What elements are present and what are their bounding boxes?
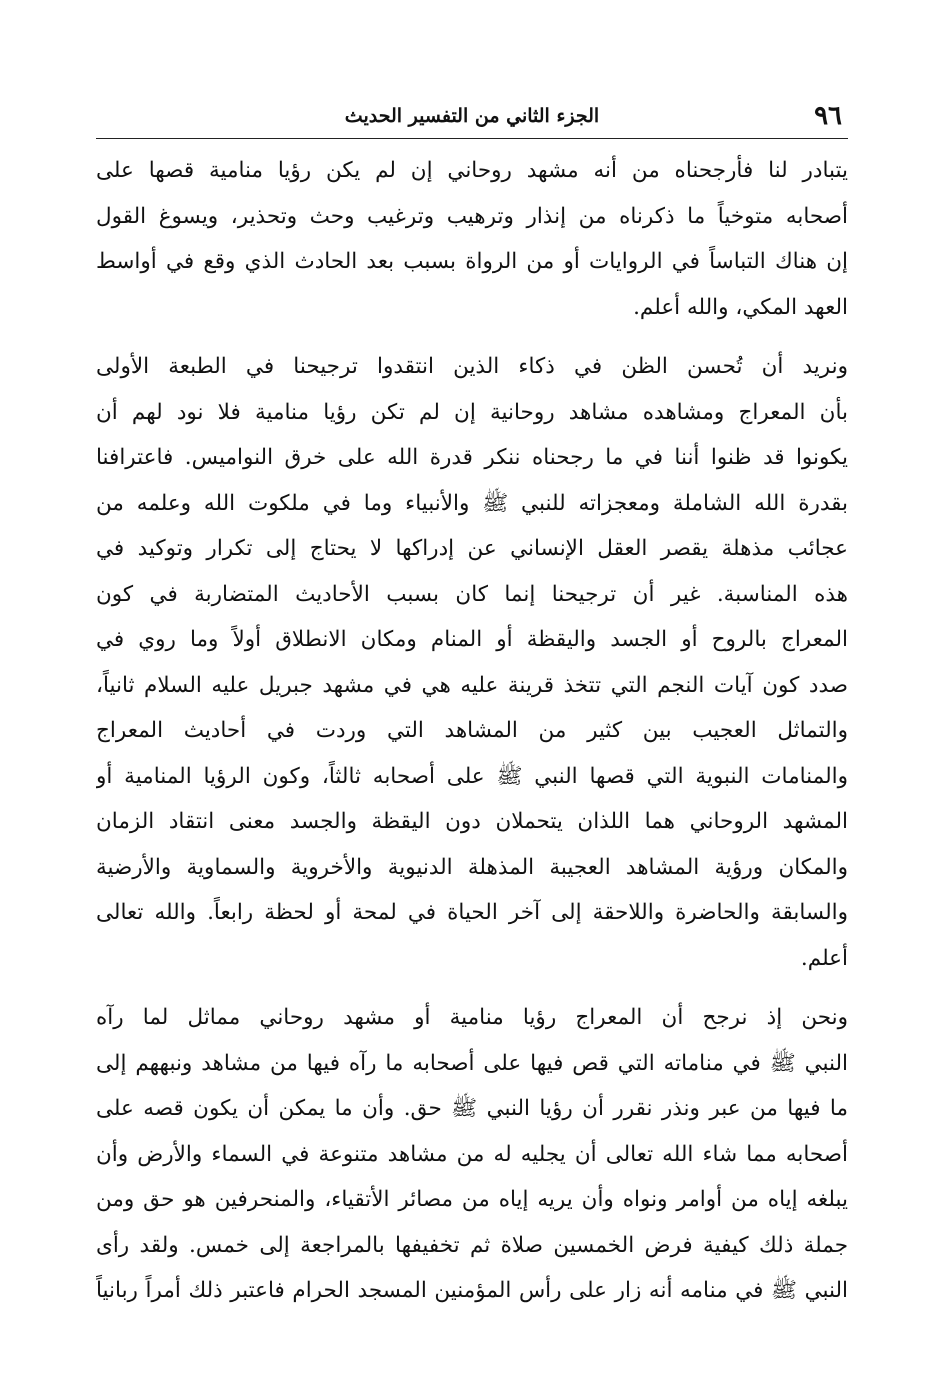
text-line: والمنامات النبوية التي قصها النبي ﷺ على أصحابه ثالثاً، وكون الرؤيا المنامية أو — [96, 763, 848, 789]
text-line: ونريد أن تُحسن الظن في ذكاء الذين انتقدوا ترجيحنا في الطبعة الأولى — [96, 354, 848, 379]
text-line: جملة ذلك كيفية فرض الخمسين صلاة ثم تخفيفها بالمراجعة إلى خمس. ولقد رأى — [96, 1232, 848, 1258]
paragraph-gap — [96, 981, 848, 995]
text-line: إن هناك التباساً في الروايات أو من الرواة بسبب بعد الحادث الذي وقع في أواسط — [96, 249, 848, 274]
paragraph-1 — [96, 148, 848, 330]
header-divider — [96, 138, 848, 139]
text-line: النبي ﷺ في مناماته التي قص فيها على أصحابه ما رآه فيها من مشاهد ونبههم إلى — [96, 1050, 848, 1076]
text-line: والسابقة والحاضرة واللاحقة إلى آخر الحياة في لمحة أو لحظة رابعاً. والله تعالى — [96, 900, 848, 925]
paragraph-gap — [96, 330, 848, 344]
text-line: ونحن إذ نرجح أن المعراج رؤيا منامية أو مشهد روحاني مماثل لما رآه — [96, 1005, 848, 1030]
text-line: أعلم. — [800, 945, 848, 971]
text-line: المشهد الروحاني هما اللذان يتحملان دون اليقظة والجسد معنى انتقاد الزمان — [96, 809, 848, 834]
page-header — [96, 98, 848, 138]
body-text — [96, 148, 848, 1314]
text-line: صدد كون آيات النجم التي تتخذ قرينة عليه هي في مشهد جبريل عليه السلام ثانياً، — [96, 672, 848, 698]
text-line: أصحابه مما شاء الله تعالى أن يجليه له من مشاهد متنوعة في السماء والأرض وأن — [96, 1141, 848, 1167]
text-line: عجائب مذهلة يقصر العقل الإنساني عن إدراكها لا يحتاج إلى تكرار وتوكيد في — [96, 536, 848, 561]
text-line: أصحابه متوخياً ما ذكرناه من إنذار وترهيب وترغيب وحث وتحذير، ويسوغ القول — [96, 203, 848, 229]
text-line: ما فيها من عبر ونذر نقرر أن رؤيا النبي ﷺ حق. وأن ما يمكن أن يكون قصه على — [96, 1096, 848, 1121]
text-line: بقدرة الله الشاملة ومعجزاته للنبي ﷺ والأنبياء وما في ملكوت الله وعلمه من — [96, 490, 848, 516]
text-line: والمكان ورؤية المشاهد العجيبة المذهلة الدنيوية والأخروية والسماوية والأرضية — [96, 854, 848, 880]
paragraph-3 — [96, 995, 848, 1314]
text-line: والتماثل العجيب بين كثير من المشاهد التي وردت في أحاديث المعراج — [96, 718, 848, 743]
text-line: النبي ﷺ في منامه أنه زار على رأس المؤمنين المسجد الحرام فاعتبر ذلك أمراً ربانياً — [96, 1278, 848, 1303]
text-line: العهد المكي، والله أعلم. — [633, 294, 848, 320]
text-line: يكونوا قد ظنوا أننا في ما رجحناه ننكر قدرة الله على خرق النواميس. فاعترافنا — [96, 445, 848, 470]
page-number: ٩٦ — [814, 101, 842, 131]
text-line: يبلغه إياه من أوامر ونواه وأن يريه إياه من مصائر الأتقياء، والمنحرفين هو حق ومن — [96, 1187, 848, 1212]
text-line: بأن المعراج ومشاهده مشاهد روحانية إن لم تكن رؤيا منامية فلا نود لهم أن — [96, 399, 848, 425]
paragraph-2 — [96, 344, 848, 981]
text-line: هذه المناسبة. غير أن ترجيحنا إنما كان بسبب الأحاديث المتضاربة في كون — [96, 581, 848, 607]
running-title: الجزء الثاني من التفسير الحديث — [344, 105, 600, 127]
text-line: المعراج بالروح أو الجسد واليقظة أو المنام ومكان الانطلاق أولاً وما روي في — [96, 627, 848, 652]
text-line: يتبادر لنا فأرجحناه من أنه مشهد روحاني إن لم يكن رؤيا منامية قصها على — [96, 158, 848, 183]
